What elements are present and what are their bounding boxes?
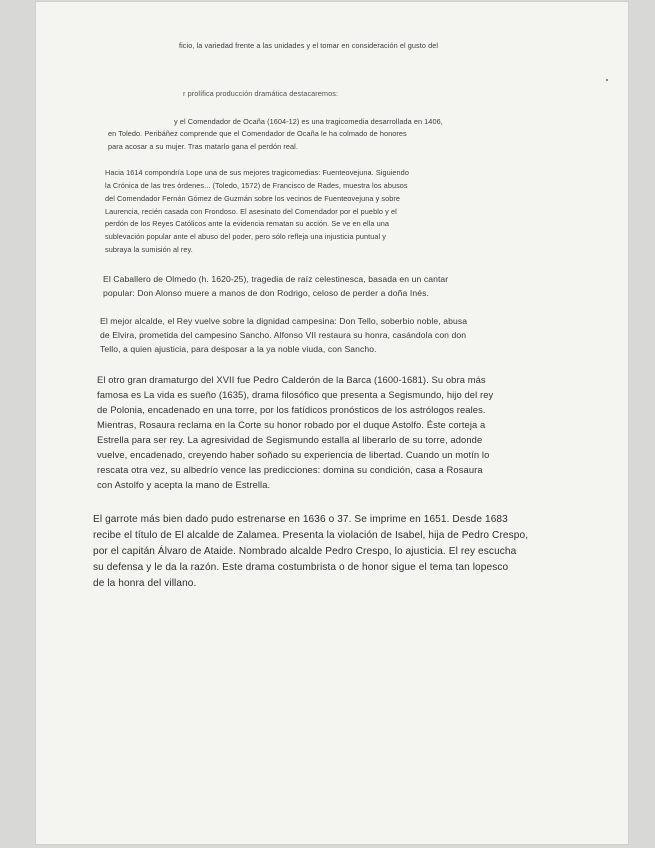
text-line: El garrote más bien dado pudo estrenarse en 1636 o 37. Se imprime en 1651. Desde 1683 xyxy=(93,514,508,525)
text-line: en Toledo. Peribáñez comprende que el Comendador de Ocaña le ha colmado de honores xyxy=(108,129,407,138)
text-line: El Caballero de Olmedo (h. 1620-25), tragedia de raíz celestinesca, basada en un cantar xyxy=(103,274,449,284)
text-line: popular: Don Alonso muere a manos de don Rodrigo, celoso de perder a doña Inés. xyxy=(103,288,429,298)
page-dot xyxy=(606,79,608,81)
text-line: Laurencia, recién casada con Frondoso. El asesinato del Comendador por el pueblo y el xyxy=(105,207,397,216)
text-line: de la honra del villano. xyxy=(93,578,197,589)
text-line: El mejor alcalde, el Rey vuelve sobre la dignidad campesina: Don Tello, soberbio noble, abusa xyxy=(100,316,468,326)
text-line: Mientras, Rosaura reclama en la Corte su honor robado por el duque Astolfo. Éste corteja a xyxy=(97,419,486,430)
text-line: su defensa y le da la razón. Este drama costumbrista o de honor sigue el tema tan lopesco xyxy=(93,562,509,573)
text-line: rescata otra vez, su albedrío vence las predicciones: domina su condición, casa a Rosaura xyxy=(97,464,483,475)
text-line: la Crónica de las tres órdenes... (Toledo, 1572) de Francisco de Rades, muestra los abusos xyxy=(105,181,408,190)
document-page xyxy=(36,2,628,844)
text-line: por el capitán Álvaro de Ataide. Nombrado alcalde Pedro Crespo, lo ajusticia. El rey escucha xyxy=(93,546,517,557)
text-line: ficio, la variedad frente a las unidades y el tomar en consideración el gusto del xyxy=(179,41,439,50)
text-line: subraya la sumisión al rey. xyxy=(105,245,193,254)
text-line: El otro gran dramaturgo del XVII fue Pedro Calderón de la Barca (1600-1681). Su obra más xyxy=(97,374,486,385)
text-line: vuelve, encadenado, creyendo haber soñado su experiencia de libertad. Cuando un motín lo xyxy=(97,449,490,460)
text-line: de Elvira, prometida del campesino Sancho. Alfonso VII restaura su honra, casándola con don xyxy=(100,330,467,340)
text-line: Hacia 1614 compondría Lope una de sus mejores tragicomedias: Fuenteovejuna. Siguiendo xyxy=(105,168,409,177)
text-line: y el Comendador de Ocaña (1604-12) es una tragicomedia desarrollada en 1406, xyxy=(174,117,443,126)
text-line: perdón de los Reyes Católicos ante la evidencia rematan su acción. Se ve en ella una xyxy=(105,219,389,228)
text-line: recibe el título de El alcalde de Zalamea. Presenta la violación de Isabel, hija de Pedro Crespo, xyxy=(93,530,529,541)
text-line: con Astolfo y acepta la mano de Estrella. xyxy=(97,479,271,490)
text-line: sublevación popular ante el abuso del poder, pero sólo refleja una injusticia puntual y xyxy=(105,232,386,241)
text-line: para acosar a su mujer. Tras matarlo gana el perdón real. xyxy=(108,142,298,151)
text-line: famosa es La vida es sueño (1635), drama filosófico que presenta a Segismundo, hijo del rey xyxy=(97,389,494,400)
text-line: de Polonia, encadenado en una torre, por los fatídicos pronósticos de los astrólogos reales. xyxy=(97,404,486,415)
text-line: Estrella para ser rey. La agresividad de Segismundo estalla al liberarlo de su torre, adonde xyxy=(97,434,483,445)
text-line: r prolífica producción dramática destacaremos: xyxy=(183,89,339,98)
text-line: del Comendador Fernán Gómez de Guzmán sobre los vecinos de Fuenteovejuna y sobre xyxy=(105,194,401,203)
text-line: Tello, a quien ajusticia, para desposar a la ya noble viuda, con Sancho. xyxy=(100,344,377,354)
